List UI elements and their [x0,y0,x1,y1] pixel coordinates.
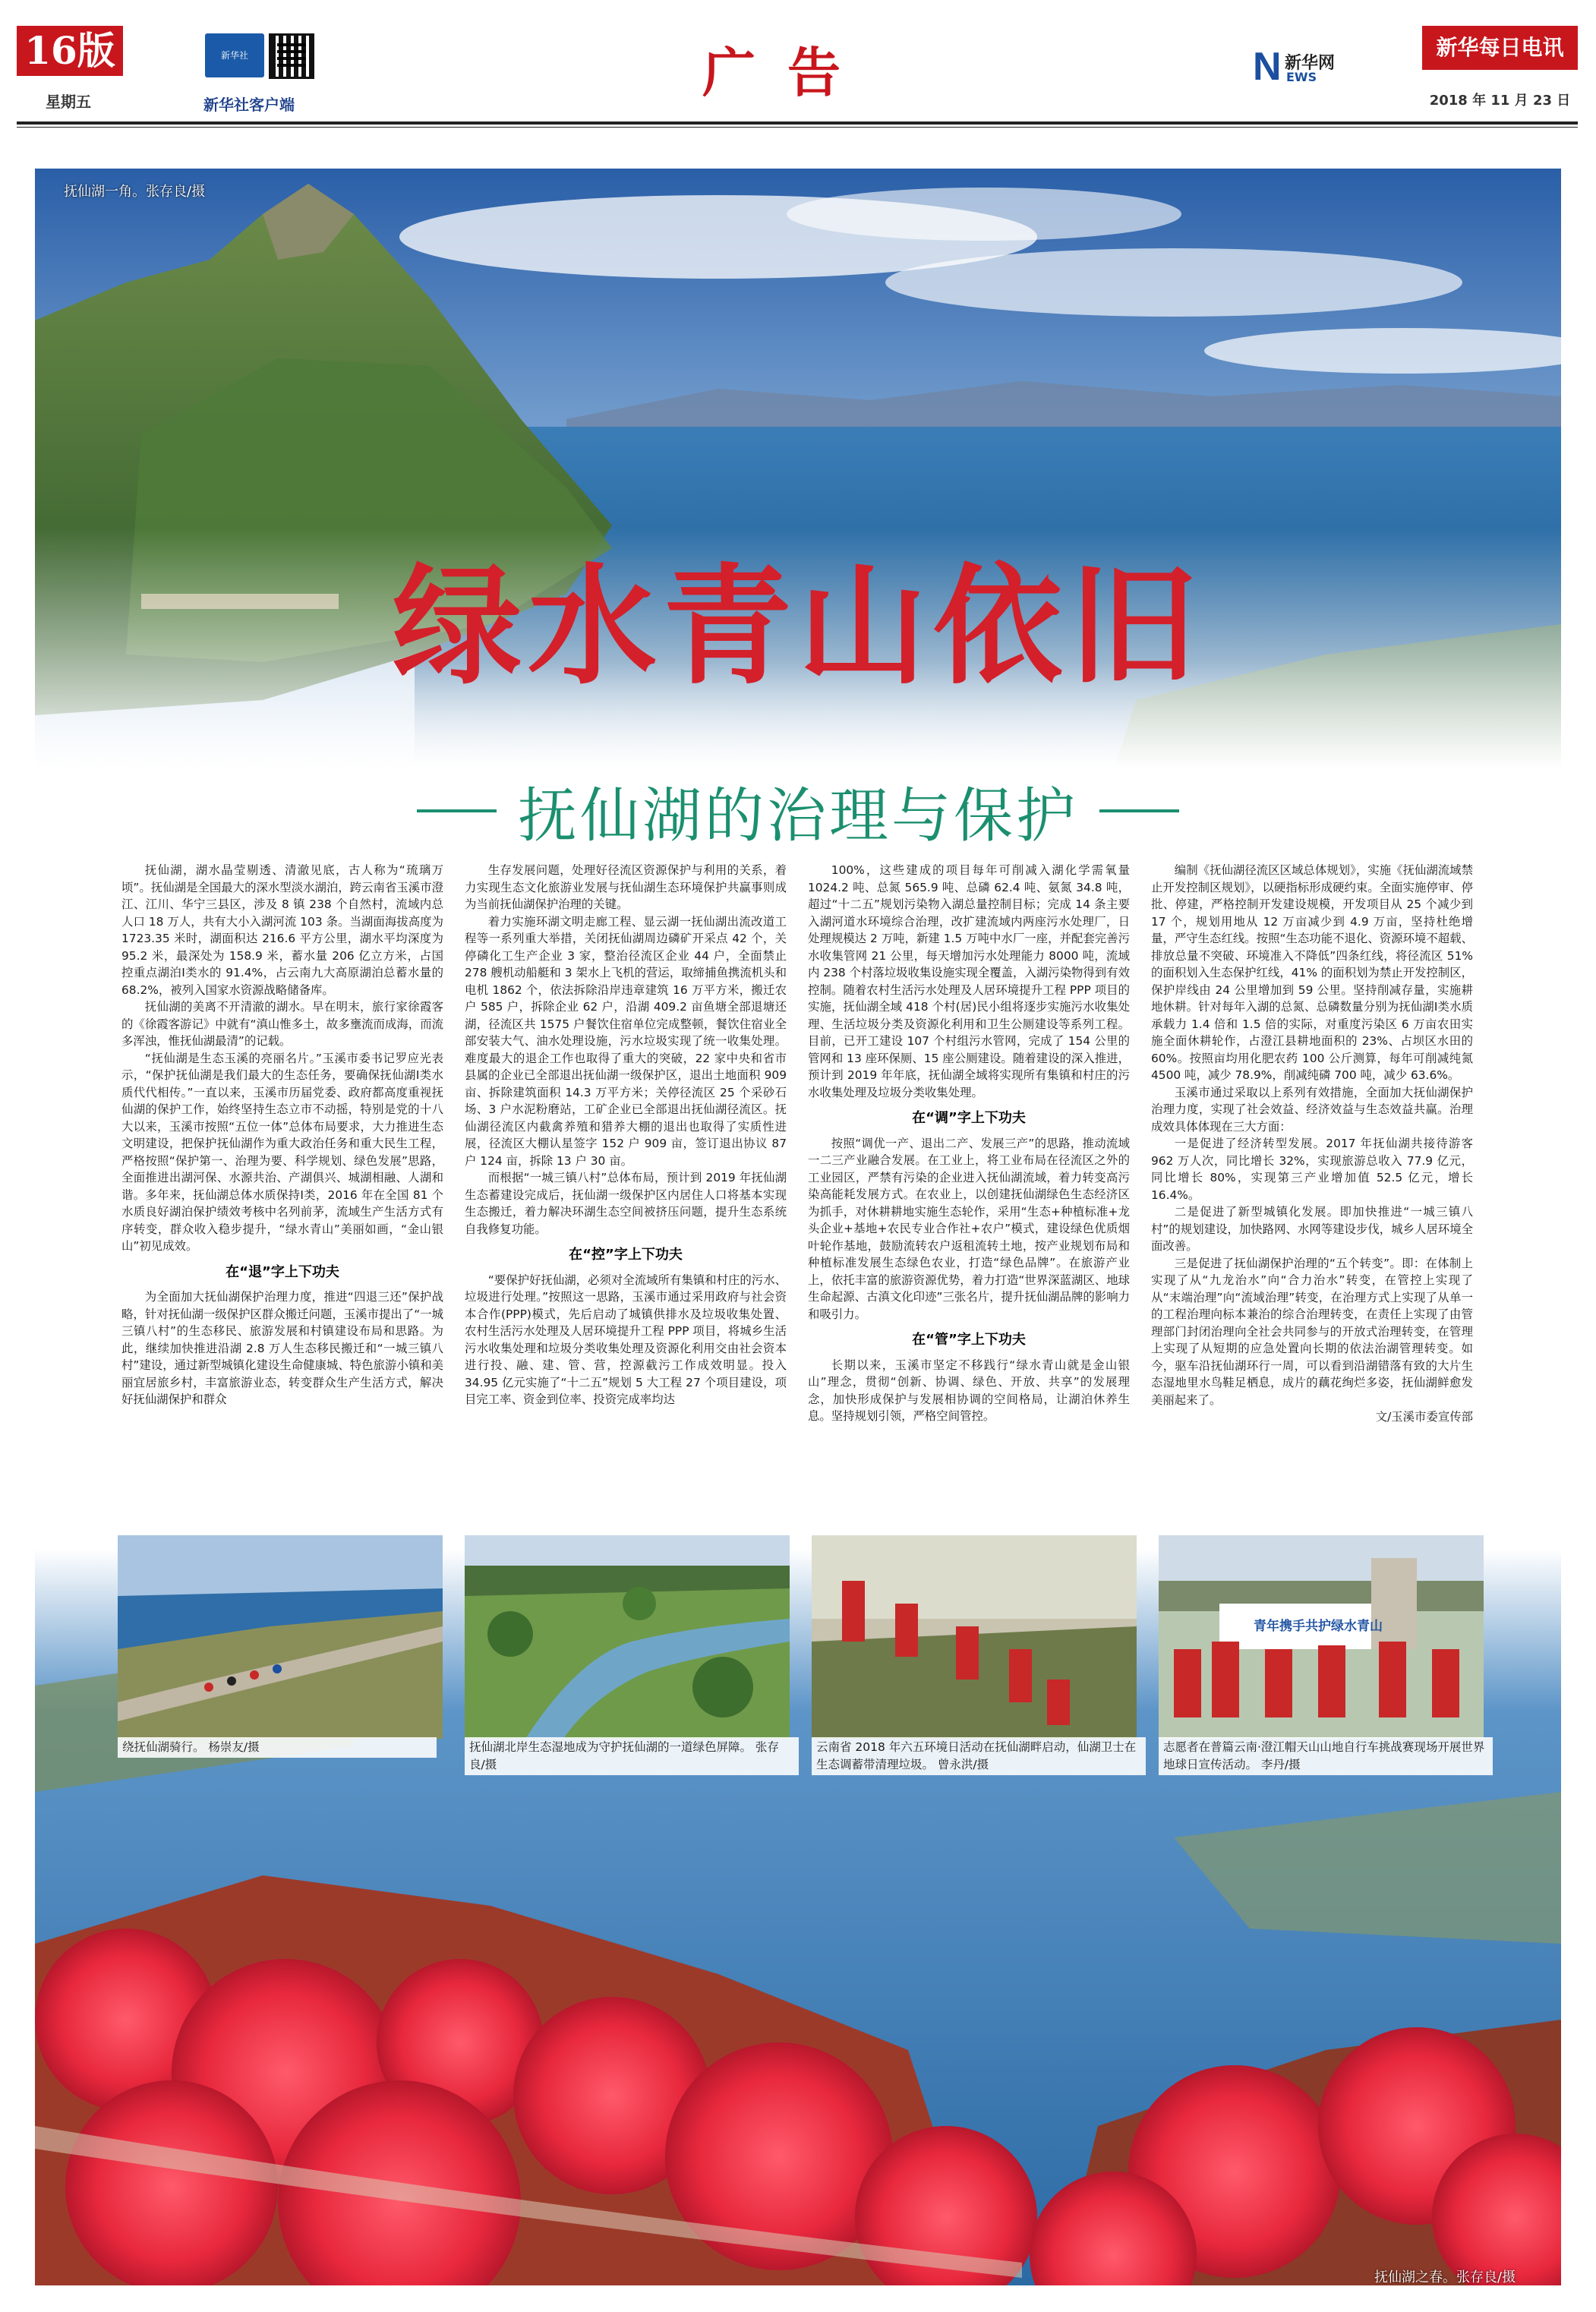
photo-caption-4: 志愿者在普篇云南·澄江帽天山山地自行车挑战赛现场开展世界地球日宣传活动。 李丹/摄 [1159,1737,1493,1775]
qr-code-icon [269,33,314,79]
article-column-2 [465,862,787,1515]
subhead-dash-right [1099,809,1179,812]
paragraph: 三是促进了抚仙湖保护治理的“五个转变”。即：在体制上实现了从“九龙治水”向“合力治水”转变，在管控上实现了从“末端治理”向“流域治理”转变，在治理方式上实现了从单一的工程治理向标本兼治的综合治理转变，在责任上实现了由管理部门封闭治理向全社会共同参与的开放式治理转变，在管理上实现了从短期的应急处置向长期的依法治湖管理转变。如今，驱车沿抚仙湖环行一周，可以看到沿湖错落有致的大片生态湿地里水鸟鞋足栖息，成片的藕花绚烂多姿，抚仙湖鲜愈发美丽起来了。 [1151,1256,1473,1407]
photo-caption-3: 云南省 2018 年六五环境日活动在抚仙湖畔启动，仙湖卫士在生态调蓄带清理垃圾。 曾永洪/摄 [812,1737,1146,1775]
header-rule [17,121,1578,125]
xinhua-app-logo: 新华社 [205,33,264,77]
section-heading-kong: 在“控”字上下功夫 [569,1247,683,1263]
article-column-1 [121,862,443,1515]
paragraph: 生存发展问题，处理好径流区资源保护与利用的关系，着力实现生态文化旅游业发展与抚仙湖生态环境保护共赢事则成为当前抚仙湖保护治理的关键。 [465,863,787,911]
byline: 文/玉溪市委宣传部 [1375,1410,1473,1424]
paragraph: 而根据“一城三镇八村”总体布局，预计到 2019 年抚仙湖生态蓄建设完成后，抚仙湖一级保护区内居住人口将基本实现生态搬迁，着力解决环湖生态空间被挤压问题，提升生态系统自我修复功能。 [465,1171,787,1236]
logo-cn: 新华网 [1285,54,1336,73]
hero-lake-photo [35,169,1561,822]
paragraph: 着力实施环湖文明走廊工程、显云湖一抚仙湖出流改道工程等一系列重大举措，关闭抚仙湖周边磷矿开采点 42 个，关停磷化工生产企业 3 家，整治径流区企业 44 户，全面禁止 278 艘机动船艇和 3 架水上飞机的营运，取缔捕鱼携流机头和电机 1862 个，依法拆除沿岸违章建筑 16 万平方米，搬迁农户 585 户，拆除企业 62 户，沿湖 409.2 亩鱼塘全部退塘还湖，径流区共 1575 户餐饮住宿单位完成整顿，餐饮住宿业全部安装大气、油水处理设施，污水垃圾实现了统一收集处理。难度最大的退企工作也取得了重大的突破，22 家中央和省市县属的企业已全部退出抚仙湖一级保护区，退出土地面积 909 亩、拆除建筑面积 14.3 万平方米；关停径流区 25 个采砂石场、3 户水泥粉磨站，工矿企业已全部退出抚仙湖径流区。抚仙湖径流区内截禽养殖和猎养大棚的退出也取得了实质性进展，径流区大棚认星签字 152 户 909 亩，签订退出协议 87 户 124 亩，拆除 13 户 30 亩。 [465,914,787,1168]
hero-photo-credit: 抚仙湖一角。张存良/摄 [64,184,206,200]
weekday: 星期五 [46,93,91,111]
paragraph: 一是促进了经济转型发展。2017 年抚仙湖共接待游客 962 万人次，同比增长 32%，实现旅游总收入 77.9 亿元，同比增长 80%，实现第三产业增加值 52.5 亿元，增长 16.4%。 [1151,1137,1473,1202]
volunteer-banner-text: 青年携手共护绿水青山 [1254,1619,1383,1634]
newspaper-brand: 新华每日电讯 [1422,26,1578,70]
paragraph: “抚仙湖是生态玉溪的亮丽名片。”玉溪市委书记罗应光表示，“保护抚仙湖是我们最大的生态任务，要确保抚仙湖Ⅰ类水质代代相传。”一直以来，玉溪市历届党委、政府都高度重视抚仙湖的保护工作，始终坚持生态立市不动摇，特别是党的十八大以来，玉溪市按照“五位一体”总体布局要求，大力推进生态文明建设，把保护抚仙湖作为重大政治任务和重大民生工程，严格按照“保护第一、治理为要、科学规划、绿色发展”思路，全面推进出湖河保、水源共治、产湖俱兴、城湖相融、人湖和谐。多年来，抚仙湖总体水质保持Ⅰ类，2016 年在全国 81 个水质良好湖泊保护绩效考核中名列前茅，流域生产生活方式有序转变，群众收入稳步提升，“绿水青山”美丽如画，“金山银山”初见成效。 [121,1051,443,1253]
page-header [0,0,1596,133]
paragraph: 玉溪市通过采取以上系列有效措施，全面加大抚仙湖保护治理力度，实现了社会效益、经济效益与生态效益共赢。治理成效具体体现在三大方面： [1151,1085,1473,1134]
photo-wetland-illustration [465,1535,790,1739]
section-title: 广告 [702,41,872,104]
article-column-4 [1151,862,1473,1515]
photo-caption-1: 绕抚仙湖骑行。 杨崇友/摄 [118,1737,437,1758]
photo-cycling [118,1535,443,1739]
logo-letter: N [1253,45,1282,89]
header-rule-thin [17,127,1578,128]
app-name: 新华社客户端 [203,96,295,114]
photo-strip [118,1535,1484,1748]
bottom-photo-credit: 抚仙湖之春。张存良/摄 [1374,2269,1516,2285]
photo-volunteers [1159,1535,1484,1739]
paragraph: 抚仙湖，湖水晶莹剔透、清澈见底，古人称为“琉璃万顷”。抚仙湖是全国最大的深水型淡水湖泊，跨云南省玉溪市澄江、江川、华宁三县区，涉及 8 镇 238 个自然村，流域内总人口 18 万人，共有大小入湖河流 103 条。当湖面海拔高度为 1723.35 米时，湖面积达 216.6 平方公里，湖水平均深度为 95.2 米，最深处为 158.9 米，蓄水量 206 亿立方米，占国控重点湖泊Ⅰ类水的 91.4%，占云南九大高原湖泊总蓄水量的 68.2%，被列入国家水资源战略储备库。 [121,863,443,997]
paragraph: 抚仙湖的美离不开清澈的湖水。早在明末，旅行家徐霞客的《徐霞客游记》中就有“滇山惟多土，故多壅流而成海，而流多浑浊，惟抚仙湖最清”的记载。 [121,1000,443,1048]
article-body [121,862,1473,1515]
headline: 绿水青山依旧 [392,550,1203,702]
section-heading-tiao: 在“调”字上下功夫 [912,1110,1026,1126]
section-heading-guan: 在“管”字上下功夫 [912,1332,1026,1348]
paragraph: 长期以来，玉溪市坚定不移践行“绿水青山就是金山银山”理念，贯彻“创新、协调、绿色、开放、共享”的发展理念，加快形成保护与发展相协调的空间格局，让湖泊休养生息。坚持规划引领，严格空间管控。 [808,1358,1130,1423]
logo-ws: EWS [1286,70,1317,84]
paragraph: 为全面加大抚仙湖保护治理力度，推进“四退三还”保护战略，针对抚仙湖一级保护区群众搬迁问题，玉溪市提出了“一城三镇八村”的生态移民、旅游发展和村镇建设布局和思路。为此，继续加快推进沿湖 2.8 万人生态移民搬迁和“一城三镇八村”建设，通过新型城镇化建设生命健康城、特色旅游小镇和美丽宜居旅乡村，丰富旅游业态，转变群众生产生活方式，解决好抚仙湖保护和群众 [121,1290,443,1406]
issue-date: 2018 年 11 月 23 日 [1429,93,1571,109]
article-column-3 [808,862,1130,1515]
photo-cleanup [812,1535,1137,1739]
hero-landscape-illustration [35,169,1561,822]
paragraph: 按照“调优一产、退出二产、发展三产”的思路，推动流域一二三产业融合发展。在工业上，将工业布局在径流区之外的工业园区，严禁有污染的企业进入抚仙湖流域，着力转变高污染高能耗发展方式。在农业上，以创建抚仙湖绿色生态经济区为抓手，对休耕耕地实施生态轮作，采用“生态+种植标准+龙头企业+基地+农民专业合作社+农户”模式，建设绿色优质烟叶轮作基地，鼓励流转农户返租流转土地，按产业规划布局和种植标准发展生态绿色农业，打造“绿色品牌”。在旅游产业上，依托丰富的旅游资源优势，着力打造“世界深蓝湖区、地球生命起源、古滇文化印迹”三张名片，提升抚仙湖品牌的影响力和吸引力。 [808,1136,1130,1321]
section-heading-tui: 在“退”字上下功夫 [226,1263,339,1280]
paragraph: 二是促进了新型城镇化发展。即加快推进“一城三镇八村”的规划建设，加快路网、水网等建设步伐，城乡人居环境全面改善。 [1151,1205,1473,1253]
paragraph: “要保护好抚仙湖，必须对全流域所有集镇和村庄的污水、垃圾进行处理。”按照这一思路，玉溪市通过采用政府与社会资本合作(PPP)模式，先后启动了城镇供排水及垃圾收集处置、农村生活污水处理及人居环境提升工程 PPP 项目，将城乡生活污水收集处理和垃圾分类收集处理及资源化利用交由社会资本进行投、融、建、管、营，控源截污工作成效明显。投入 34.95 亿元实施了“十二五”规划 5 大工程 27 个项目建设，项目完工率、资金到位率、投资完成率均达 [465,1273,787,1406]
photo-cleanup-illustration [812,1535,1137,1739]
photo-caption-2: 抚仙湖北岸生态湿地成为守护抚仙湖的一道绿色屏障。 张存良/摄 [465,1737,799,1775]
page-number: 16版 [17,26,123,76]
photo-cycling-illustration [118,1535,443,1739]
subhead-row [0,773,1596,849]
subhead: 抚仙湖的治理与保护 [517,782,1078,850]
subhead-dash-left [417,809,497,812]
photo-wetland [465,1535,790,1739]
xinhuanet-logo [1253,47,1340,87]
paragraph: 100%，这些建成的项目每年可削减入湖化学需氧量 1024.2 吨、总氮 565.9 吨、总磷 62.4 吨、氨氮 34.8 吨，超过“十二五”规划污染物入湖总量控制目标；完成 14 条主要入湖河道水环境综合治理，改扩建流域内两座污水处理厂，日处理规模达 2 万吨，新建 1.5 万吨中水厂一座，并配套完善污水收集管网 21 公里，每天增加污水处理能力 8000 吨，流域内 238 个村落垃圾收集设施实现全覆盖，入湖污染物得到有效控制。随着农村生活污水处理及人居环境提升工程 PPP 项目的实施，抚仙湖全域 418 个村(居)民小组将逐步实施污水收集处理、生活垃圾分类及资源化利用和卫生公厕建设等系列工程。目前，已开工建设 107 个村组污水管网，完成了 154 公里的管网和 13 座环保厕、15 座公厕建设。随着建设的深入推进，预计到 2019 年年底，抚仙湖全域将实现所有集镇和村庄的污水收集处理及垃圾分类收集处理。 [808,863,1130,1099]
paragraph: 编制《抚仙湖径流区区域总体规划》，实施《抚仙湖流域禁止开发控制区规划》，以硬指标形成硬约束。全面实施停审、停批、停建，严格控制开发建设规模，开发项目从 25 个减少到 17 个，规划用地从 12 万亩减少到 4.9 万亩，坚持杜绝增量，严守生态红线。按照“生态功能不退化、资源环境不超载、排放总量不突破、环境准入不降低”四条红线，将径流区 51% 的面积划入生态保护红线，41% 的面积划为禁止开发控制区，保护岸线由 24 公里增加到 59 公里。坚持削减存量，实施耕地休耕。针对每年入湖的总氮、总磷数量分别为抚仙湖Ⅰ类水质承载力 1.4 倍和 1.5 倍的实际，对重度污染区 6 万亩农田实施全面休耕轮作，占澄江县耕地面积的 23%、占坝区水田的 60%。按照亩均用化肥农药 100 公斤测算，每年可削减纯氮 4500 吨，减少 78.9%，削减纯磷 700 吨，减少 63.6%。 [1151,863,1473,1082]
